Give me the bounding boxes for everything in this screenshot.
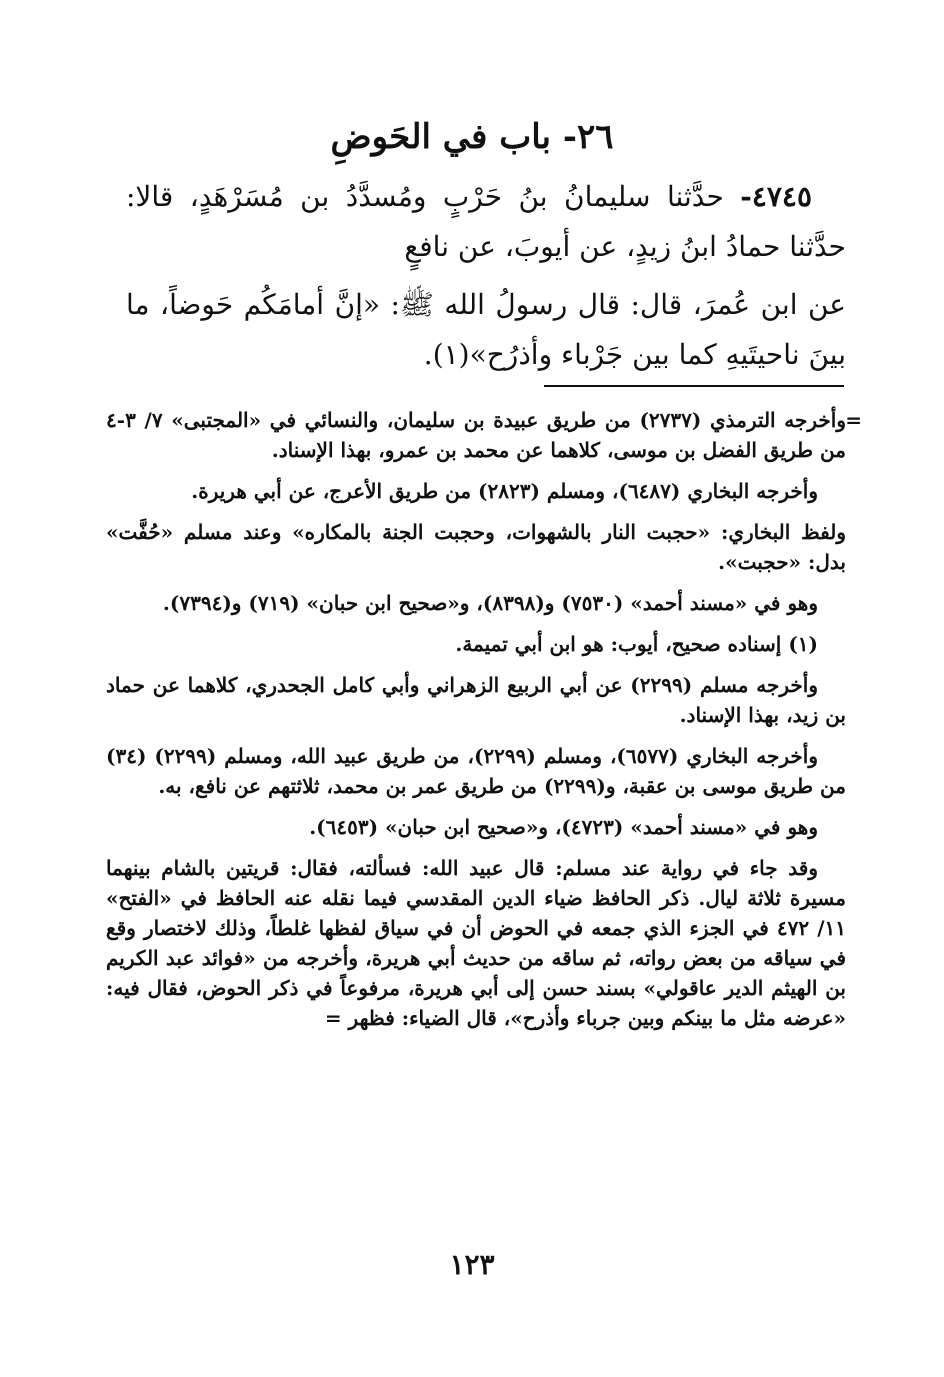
hadith-isnad	[126, 172, 846, 272]
hadith-text	[126, 172, 846, 388]
footnote-paragraph: وهو في «مسند أحمد» (٤٧٢٣)، و«صحيح ابن حبان» (٦٤٥٣).	[309, 815, 818, 839]
hadith-matn: عن ابن عُمرَ، قال: قال رسولُ الله ﷺ: «إنَّ أمامَكُم حَوضاً، ما بينَ ناحيتَيهِ كما بين جَرْباء وأذرُح»(١).	[126, 288, 846, 371]
footnote-paragraph: وأخرجه مسلم (٢٢٩٩) عن أبي الربيع الزهراني وأبي كامل الجحدري، كلاهما عن حماد بن زيد، بهذا الإسناد.	[106, 673, 846, 727]
footnote-divider	[544, 385, 844, 387]
footnote-paragraph: ولفظ البخاري: «حجبت النار بالشهوات، وحجبت الجنة بالمكاره» وعند مسلم «حُفَّت» بدل: «حجبت».	[106, 520, 846, 574]
page-number: ١٢٣	[449, 1248, 495, 1281]
chapter-title: ٢٦- باب في الحَوضِ	[330, 117, 614, 157]
footnote-paragraph: وأخرجه البخاري (٦٥٧٧)، ومسلم (٢٢٩٩)، من طريق عبيد الله، ومسلم (٢٢٩٩) (٣٤) من طريق موسى بن عقبة، و(٢٢٩٩) من طريق عمر بن محمد، ثلاثتهم عن نافع، به.	[106, 744, 846, 798]
footnote-paragraph: وهو في «مسند أحمد» (٧٥٣٠) و(٨٣٩٨)، و«صحيح ابن حبان» (٧١٩) و(٧٣٩٤).	[162, 591, 818, 615]
footnote-paragraph: وأخرجه البخاري (٦٤٨٧)، ومسلم (٢٨٢٣) من طريق الأعرج، عن أبي هريرة.	[191, 479, 818, 503]
isnad-text: حدَّثنا سليمانُ بنُ حَرْبٍ ومُسدَّدُ بن مُسَرْهَدٍ، قالا: حدَّثنا حمادُ ابنُ زيدٍ، عن أيوبَ، عن نافعٍ	[126, 180, 846, 263]
footnote-continuation-mark: =	[845, 408, 862, 432]
footnote-paragraph: وأخرجه الترمذي (٢٧٣٧) من طريق عبيدة بن سليمان، والنسائي في «المجتبى» ٧/ ٣-٤ من طريق الفضل بن موسى، كلاهما عن محمد بن عمرو، بهذا الإسناد.	[106, 408, 846, 462]
footnotes	[106, 405, 846, 1044]
footnote-paragraph: (١) إسناده صحيح، أيوب: هو ابن أبي تميمة.	[455, 632, 818, 656]
hadith-number: ٤٧٤٥-	[740, 180, 812, 213]
footnote-paragraph: وقد جاء في رواية عند مسلم: قال عبيد الله: فسألته، فقال: قريتين بالشام بينهما مسيرة ثلاثة ليال. ذكر الحافظ ضياء الدين المقدسي فيما نقله عنه الحافظ في «الفتح» ١١/ ٤٧٢ في الجزء الذي جمعه في الحوض أن في سياق لفظها غلطاً، وذلك لاختصار وقع في سياقه من بعض رواته، ثم ساقه من حديث أبي هريرة، وأخرجه من «فوائد عبد الكريم بن الهيثم الدير عاقولي» بسند حسن إلى أبي هريرة، مرفوعاً في ذكر الحوض، فقال فيه: «عرضه مثل ما بينكم وبين جرباء وأذرح»، قال الضياء: فظهر =	[106, 856, 846, 1030]
